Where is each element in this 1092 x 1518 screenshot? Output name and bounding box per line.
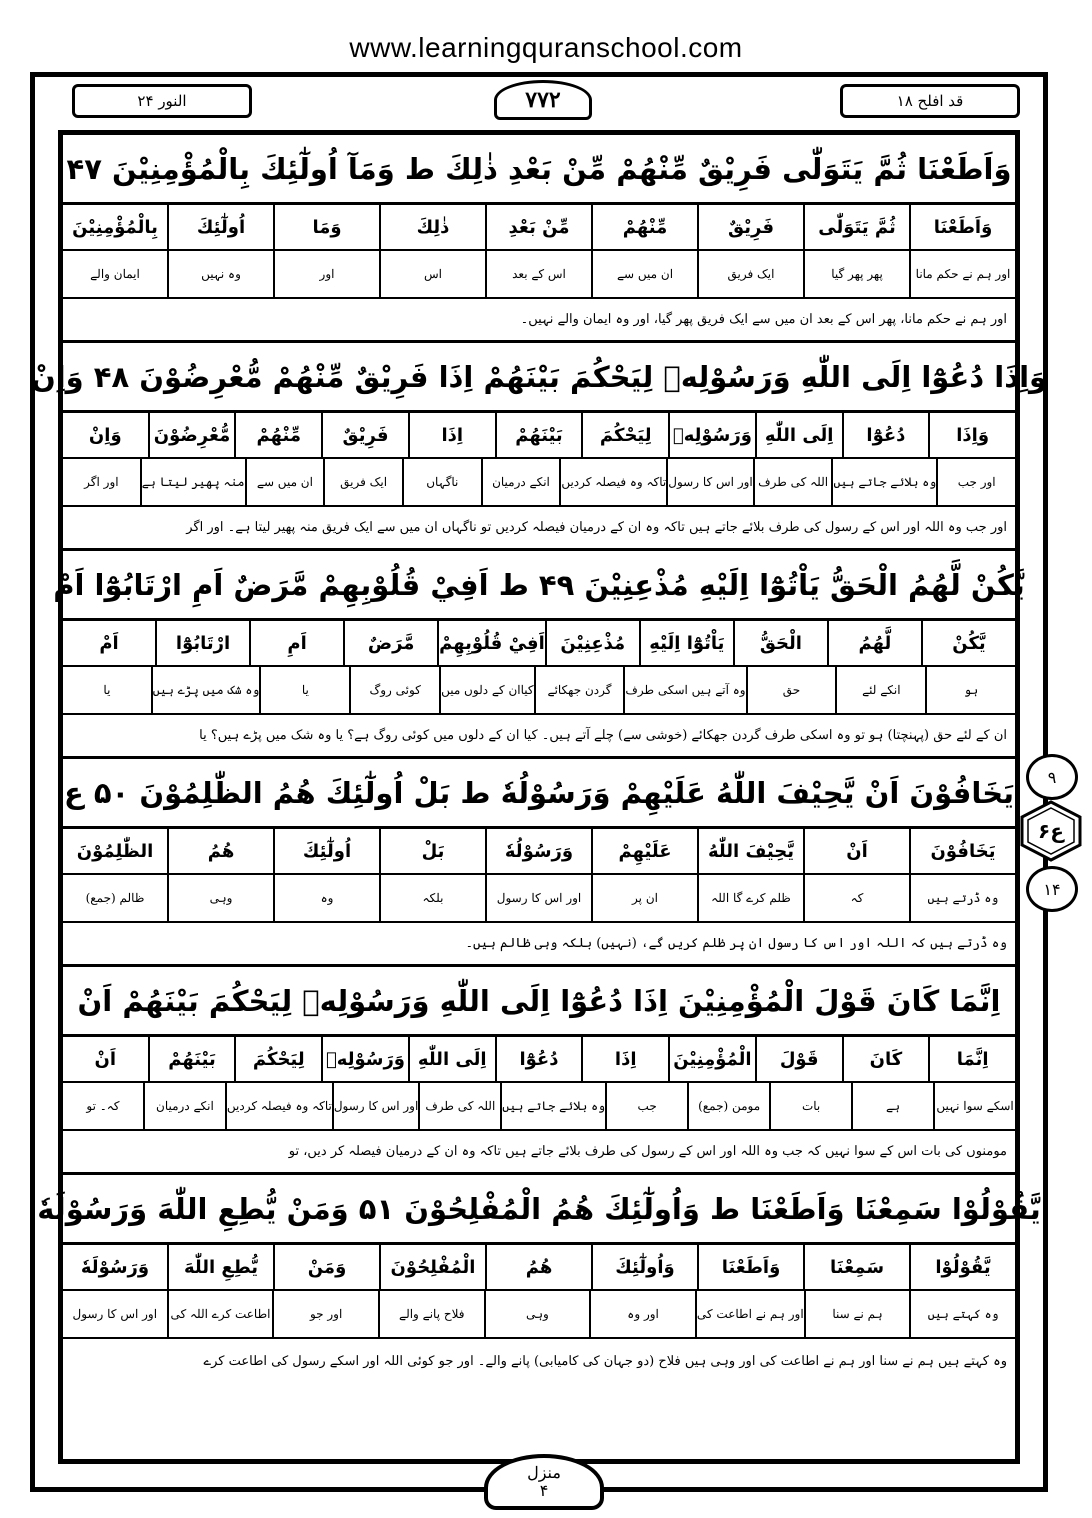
word-cell: اِذَا <box>408 413 495 457</box>
arabic-verse-line: اِنَّمَا كَانَ قَوْلَ الْمُؤْمِنِيْنَ اِذَا دُعُوْٓا اِلَى اللّٰهِ وَرَسُوْلِهٖ لِيَحْكُمَ بَيْنَهُمْ اَنْ <box>63 967 1015 1037</box>
word-cell: سَمِعْنَا <box>803 1245 909 1289</box>
meaning-cell: وہ ڈرتے ہیں <box>909 875 1015 921</box>
meaning-cell: ہے <box>851 1083 933 1129</box>
meaning-row <box>63 459 1015 507</box>
word-cell: وَاَطَعْنَا <box>697 1245 803 1289</box>
meaning-cell: جب <box>605 1083 687 1129</box>
meaning-cell: ایمان والے <box>90 267 140 281</box>
meaning-cell: وہ شک میں پڑے ہیں <box>151 667 260 713</box>
side-number-top: ۹ <box>1026 754 1078 800</box>
word-cell: هُمُ <box>485 1245 591 1289</box>
meaning-cell: اور ہم نے حکم مانا <box>909 251 1015 297</box>
verse-section <box>30 343 1048 551</box>
meaning-cell: تاکہ وہ فیصلہ کردیں <box>225 1083 332 1129</box>
meaning-cell: بات <box>769 1083 851 1129</box>
verse-section <box>63 135 1015 343</box>
word-cell: وَمَنْ <box>273 1245 379 1289</box>
meaning-row <box>63 875 1015 923</box>
surah-name-box: النور ۲۴ <box>72 84 252 118</box>
verse-section <box>37 1175 1041 1383</box>
arabic-verse-line: يَّكُنْ لَّهُمُ الْحَقُّ يَاْتُوْٓا اِلَيْهِ مُذْعِنِيْنَ ۴۹ ط اَفِيْ قُلُوْبِهِمْ مَّرَضٌ اَمِ ارْتَابُوْٓا اَمْ <box>63 551 1015 621</box>
word-cell: يَّقُوْلُوْا <box>909 1245 1015 1289</box>
meaning-cell: وہی <box>484 1291 590 1337</box>
word-row <box>63 1037 1015 1083</box>
word-cell: يَخَافُوْنَ <box>909 829 1015 873</box>
word-cell: الْحَقُّ <box>733 621 827 665</box>
verse-section <box>63 759 1015 967</box>
meaning-cell: ہو <box>925 667 1015 713</box>
word-cell: كَانَ <box>842 1037 929 1081</box>
meaning-cell: اس کے بعد <box>485 251 591 297</box>
meaning-cell: وہ آتے ہیں اسکی طرف <box>623 667 745 713</box>
site-url: www.learningquranschool.com <box>349 32 743 63</box>
meaning-row <box>63 667 1015 715</box>
meaning-cell: بلکہ <box>379 875 485 921</box>
word-cell: هُمُ <box>167 829 273 873</box>
word-cell: بِالْمُؤْمِنِيْنَ <box>72 216 158 238</box>
arabic-verse-line: وَاَطَعْنَا ثُمَّ يَتَوَلّٰى فَرِيْقٌ مِّنْهُمْ مِّنْ بَعْدِ ذٰلِكَ ط وَمَآ اُولٰٓئِكَ بِالْمُؤْمِنِيْنَ ۴۷ <box>63 135 1015 205</box>
word-cell: ارْتَابُوْٓا <box>155 621 249 665</box>
word-cell: دُعُوْٓا <box>495 1037 582 1081</box>
meaning-row <box>63 1291 1015 1339</box>
translation-line: وہ کہتے ہیں ہم نے سنا اور ہم نے اطاعت کی اور وہی ہیں فلاح (دو جہان کی کامیابی) پانے والے۔ اور جو کوئی اللہ اور اسکے رسول کی اطاعت کرے <box>203 1353 1007 1369</box>
meaning-cell: کیاان کے دلوں میں <box>439 667 534 713</box>
translation-line: اور ہم نے حکم مانا، پھر اس کے بعد ان میں سے ایک فریق پھر گیا، اور وہ ایمان والے نہیں۔ <box>63 299 1015 343</box>
meaning-cell: ایک فریق <box>697 251 803 297</box>
meaning-cell: وہ نہیں <box>167 251 273 297</box>
word-row <box>63 205 1015 251</box>
word-cell: وَمَا <box>273 205 379 249</box>
word-cell: فَرِيْقٌ <box>321 413 408 457</box>
word-cell: ثُمَّ يَتَوَلّٰى <box>803 205 909 249</box>
meaning-cell: اور اس کا رسول <box>666 459 753 505</box>
meaning-cell: انکے لئے <box>835 667 925 713</box>
meaning-cell: وہ بلائے جاتے ہیں <box>500 1083 605 1129</box>
meaning-cell: کہ <box>803 875 909 921</box>
meaning-cell: ہم نے سنا <box>804 1291 910 1337</box>
meaning-cell: گردن جھکائے <box>534 667 624 713</box>
side-number-bottom: ۱۴ <box>1026 866 1078 912</box>
word-cell: بَيْنَهُمْ <box>148 1037 235 1081</box>
translation-line: وہ ڈرتے ہیں کہ اللہ اور اس کا رسول ان پر ظلم کریں گے، (نہیں) بلکہ وہی ظالم ہیں۔ <box>63 923 1015 967</box>
manzil-number: ۴ <box>539 1481 549 1500</box>
meaning-cell: اور اس کا رسول <box>485 875 591 921</box>
arabic-verse-line: وَاِذَا دُعُوْٓا اِلَى اللّٰهِ وَرَسُوْلِهٖ لِيَحْكُمَ بَيْنَهُمْ اِذَا فَرِيْقٌ مِّنْهُمْ مُّعْرِضُوْنَ ۴۸ وَاِنْ <box>63 343 1015 413</box>
word-cell: وَرَسُوْلُهٗ <box>485 829 591 873</box>
meaning-cell: حق <box>746 667 836 713</box>
word-cell: قَوْلَ <box>755 1037 842 1081</box>
translation-line: مومنوں کی بات اس کے سوا نہیں کہ جب وہ اللہ اور اس کے رسول کی طرف بلائے جاتے ہیں تاکہ وہ ان کے درمیان فیصلہ کر دیں، تو <box>63 1131 1015 1175</box>
meaning-cell: اطاعت کرے اللہ کی <box>167 1291 273 1337</box>
meaning-cell: فلاح پانے والے <box>378 1291 484 1337</box>
meaning-cell: ان پر <box>591 875 697 921</box>
meaning-cell: ان میں سے <box>591 251 697 297</box>
meaning-cell: وہی <box>167 875 273 921</box>
word-cell: اِلَى اللّٰهِ <box>408 1037 495 1081</box>
word-cell: يَّكُنْ <box>921 621 1015 665</box>
meaning-cell: اور وہ <box>589 1291 695 1337</box>
meaning-cell: اور اس کا رسول <box>332 1083 419 1129</box>
meaning-cell: ایک فریق <box>323 459 402 505</box>
meaning-cell: اور ہم نے اطاعت کی <box>695 1291 804 1337</box>
word-cell: لِيَحْكُمَ <box>581 413 668 457</box>
meaning-cell: ظالم (جمع) <box>85 891 145 905</box>
meaning-cell: اور جب <box>936 459 1015 505</box>
word-cell: الْمُؤْمِنِيْنَ <box>668 1037 755 1081</box>
meaning-cell: منہ پھیر لیتا ہے <box>140 459 245 505</box>
meaning-cell: اور <box>273 251 379 297</box>
translation-line: ان کے لئے حق (پہنچتا) ہو تو وہ اسکی طرف گردن جھکائے (خوشی سے) چلے آتے ہیں۔ کیا ان کے دلوں میں کوئی روگ ہے؟ یا وہ شک میں پڑے ہیں؟ یا <box>63 715 1015 759</box>
word-cell: وَاِذَا <box>928 413 1015 457</box>
word-cell: اِذَا <box>581 1037 668 1081</box>
word-cell: اِنَّمَا <box>928 1037 1015 1081</box>
word-cell: لَّهُمُ <box>827 621 921 665</box>
word-cell: مَّرَضٌ <box>343 621 437 665</box>
word-cell: يَاْتُوْٓا اِلَيْهِ <box>639 621 733 665</box>
verse-section <box>63 967 1015 1175</box>
word-row <box>63 1245 1015 1291</box>
meaning-cell: وہ <box>273 875 379 921</box>
word-cell: اِلَى اللّٰهِ <box>755 413 842 457</box>
meaning-cell: پھر پھر گیا <box>803 251 909 297</box>
meaning-cell: انکے درمیان <box>143 1083 225 1129</box>
word-cell: مُّعْرِضُوْنَ <box>148 413 235 457</box>
word-cell: بَيْنَهُمْ <box>495 413 582 457</box>
word-cell: مِّنْهُمْ <box>591 205 697 249</box>
meaning-cell: ناگہاں <box>402 459 481 505</box>
word-cell: وَرَسُوْلِهٖ <box>668 413 755 457</box>
meaning-cell: اور اس کا رسول <box>72 1307 158 1321</box>
translation-line: اور جب وہ اللہ اور اس کے رسول کی طرف بلائے جاتے ہیں تاکہ وہ ان کے درمیان فیصلہ کردیں تو ناگہاں ان میں سے ایک فریق منہ پھیر لیتا ہے۔ اور اگر <box>63 507 1015 551</box>
word-cell: اُولٰٓئِكَ <box>273 829 379 873</box>
word-cell: وَاَطَعْنَا <box>909 205 1015 249</box>
word-cell: يُّطِعِ اللّٰهَ <box>167 1245 273 1289</box>
word-cell: الْمُفْلِحُوْنَ <box>379 1245 485 1289</box>
meaning-cell: اس <box>379 251 485 297</box>
meaning-cell: کہ۔ تو <box>86 1099 120 1113</box>
para-name-box: قد افلح ۱۸ <box>840 84 1020 118</box>
meaning-cell: تاکہ وہ فیصلہ کردیں <box>559 459 666 505</box>
meaning-cell: یا <box>103 683 111 697</box>
verse-content <box>30 135 1048 1383</box>
meaning-cell: اسکے سوا نہیں <box>933 1083 1015 1129</box>
arabic-verse-line: يَّقُوْلُوْا سَمِعْنَا وَاَطَعْنَا ط وَاُولٰٓئِكَ هُمُ الْمُفْلِحُوْنَ ۵۱ وَمَنْ يُّطِعِ اللّٰهَ وَرَسُوْلَهٗ <box>63 1175 1015 1245</box>
meaning-cell: انکے درمیان <box>481 459 560 505</box>
word-row <box>63 829 1015 875</box>
word-cell: بَلْ <box>379 829 485 873</box>
word-cell: دُعُوْٓا <box>842 413 929 457</box>
word-cell: لِيَحْكُمَ <box>234 1037 321 1081</box>
word-cell: اَمْ <box>99 632 119 654</box>
word-cell: وَاِنْ <box>88 424 122 446</box>
meaning-cell: یا <box>259 667 349 713</box>
meaning-cell: وہ بلائے جاتے ہیں <box>831 459 936 505</box>
meaning-row <box>63 251 1015 299</box>
verse-section <box>53 551 1025 759</box>
meaning-cell: ظلم کرے گا اللہ <box>697 875 803 921</box>
word-cell: يَّحِيْفَ اللّٰهُ <box>697 829 803 873</box>
word-cell: اَنْ <box>94 1048 117 1070</box>
word-cell: اَنْ <box>803 829 909 873</box>
ruku-label: ع۶ <box>1038 819 1064 843</box>
manzil-label: منزل <box>527 1463 561 1482</box>
word-row <box>63 413 1015 459</box>
word-cell: وَرَسُوْلِهٖ <box>321 1037 408 1081</box>
word-cell: مِّنْ بَعْدِ <box>485 205 591 249</box>
page-number: ۷۷۲ <box>494 80 592 120</box>
meaning-cell: وہ کہتے ہیں <box>909 1291 1015 1337</box>
word-cell: مِّنْهُمْ <box>234 413 321 457</box>
meaning-cell: اور اگر <box>84 475 119 489</box>
meaning-row <box>63 1083 1015 1131</box>
meaning-cell: اور جو <box>272 1291 378 1337</box>
word-cell: عَلَيْهِمْ <box>591 829 697 873</box>
word-cell: مُذْعِنِيْنَ <box>545 621 639 665</box>
word-cell: فَرِيْقٌ <box>697 205 803 249</box>
word-cell: اَمِ <box>249 621 343 665</box>
word-cell: وَرَسُوْلَهٗ <box>80 1256 150 1278</box>
word-cell: اُولٰٓئِكَ <box>167 205 273 249</box>
meaning-cell: مومن (جمع) <box>687 1083 769 1129</box>
word-cell: الظّٰلِمُوْنَ <box>76 840 154 862</box>
meaning-cell: اللہ کی طرف <box>753 459 832 505</box>
word-cell: وَاُولٰٓئِكَ <box>591 1245 697 1289</box>
word-cell: ذٰلِكَ <box>379 205 485 249</box>
word-row <box>63 621 1015 667</box>
word-cell: اَفِيْ قُلُوْبِهِمْ <box>437 621 545 665</box>
meaning-cell: اللہ کی طرف <box>418 1083 500 1129</box>
meaning-cell: ان میں سے <box>245 459 324 505</box>
meaning-cell: کوئی روگ <box>349 667 439 713</box>
arabic-verse-line: يَخَافُوْنَ اَنْ يَّحِيْفَ اللّٰهُ عَلَيْهِمْ وَرَسُوْلُهٗ ط بَلْ اُولٰٓئِكَ هُمُ الظّٰلِمُوْنَ ۵۰ ع <box>63 759 1015 829</box>
